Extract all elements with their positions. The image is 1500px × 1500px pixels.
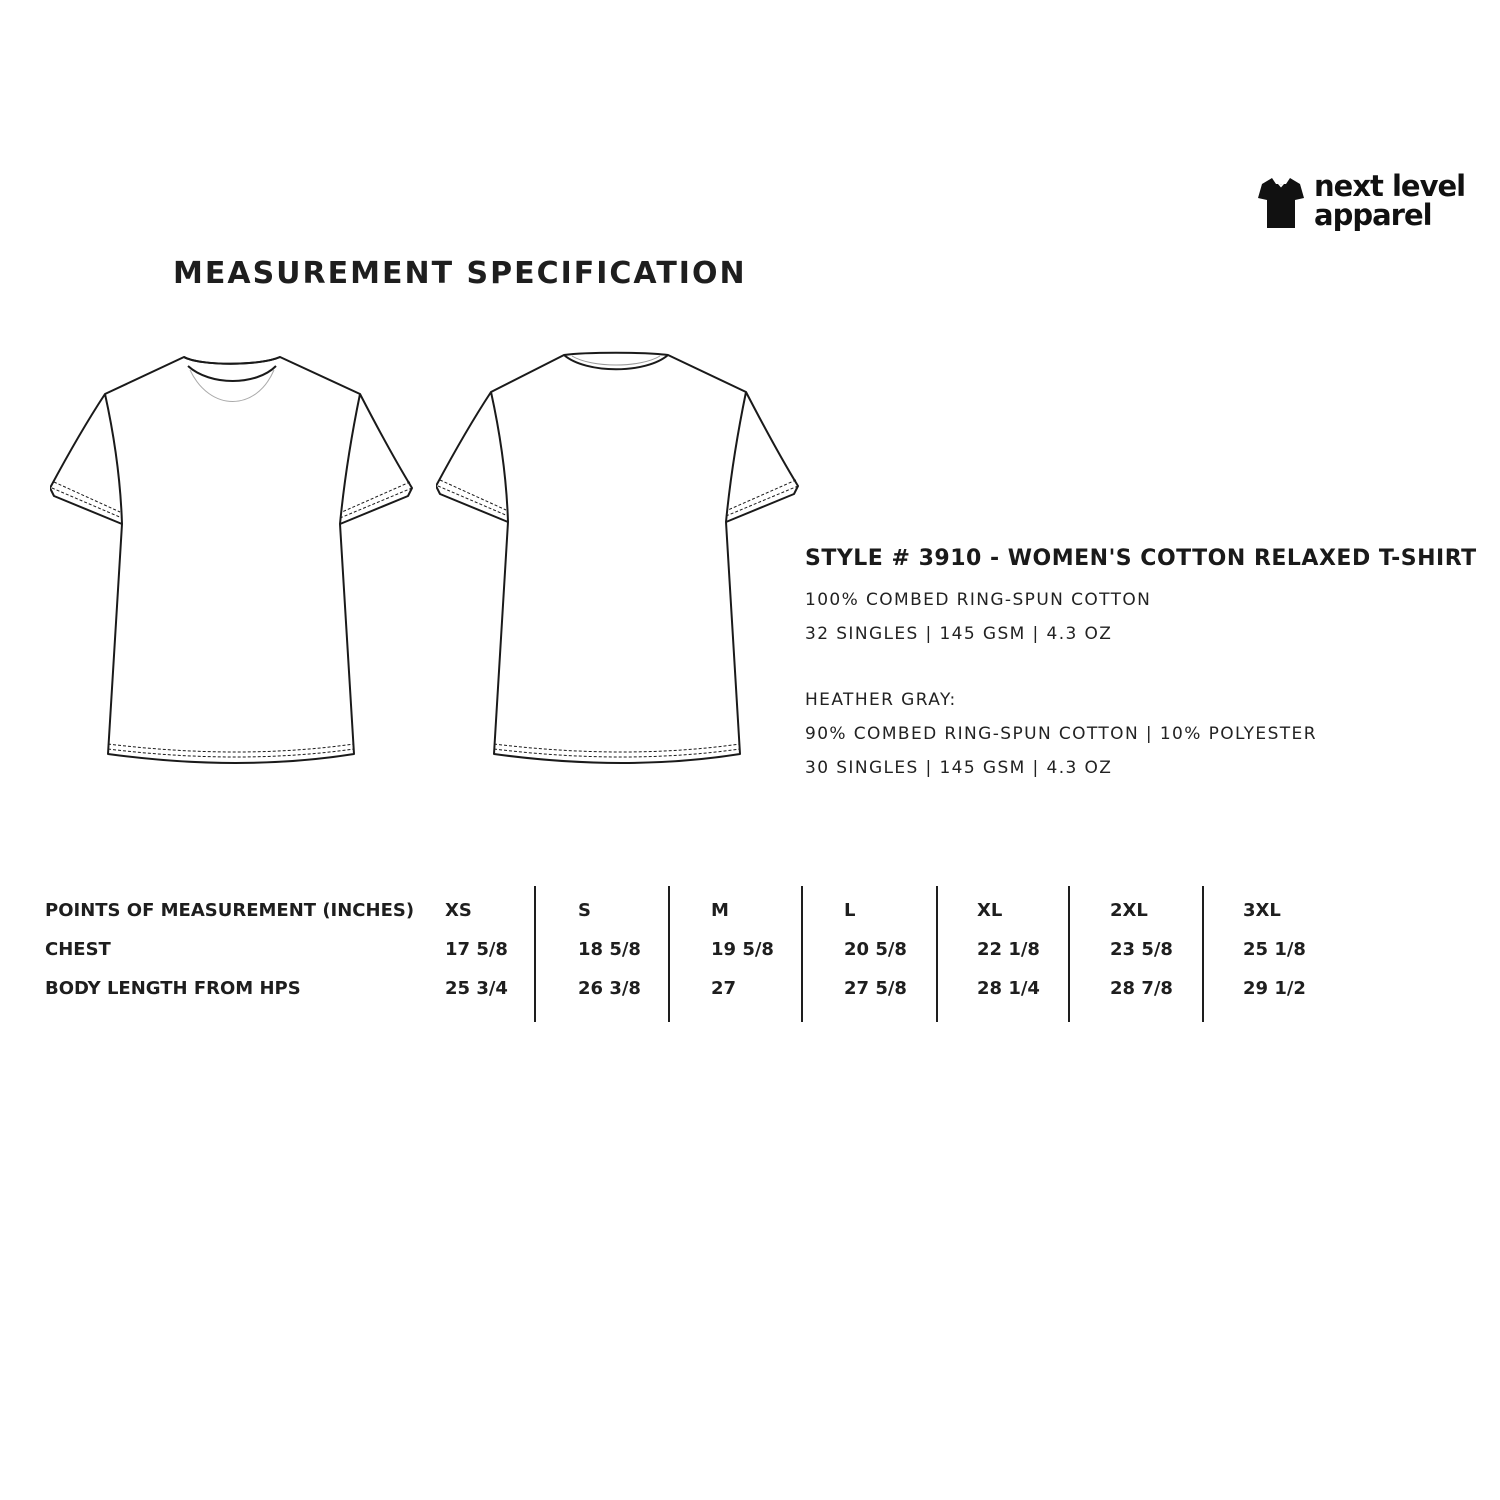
table-cell: 18 5/8 xyxy=(578,939,641,960)
table-cell: 26 3/8 xyxy=(578,978,641,999)
heather-composition: 90% COMBED RING-SPUN COTTON | 10% POLYESTER xyxy=(805,724,1317,744)
brand-line-2: apparel xyxy=(1314,198,1432,232)
size-header: 3XL xyxy=(1243,900,1281,921)
tshirt-icon xyxy=(1258,176,1304,230)
column-divider xyxy=(1202,886,1204,1022)
heather-label: HEATHER GRAY: xyxy=(805,690,957,710)
size-header: L xyxy=(844,900,856,921)
table-cell: 23 5/8 xyxy=(1110,939,1173,960)
tshirt-front-drawing xyxy=(50,352,416,774)
table-cell: 20 5/8 xyxy=(844,939,907,960)
table-cell: 25 3/4 xyxy=(445,978,508,999)
column-divider xyxy=(534,886,536,1022)
row-label-body-length: BODY LENGTH FROM HPS xyxy=(45,978,301,999)
column-divider xyxy=(936,886,938,1022)
tshirt-back-drawing xyxy=(436,350,802,774)
column-divider xyxy=(1068,886,1070,1022)
brand-logo xyxy=(1258,169,1473,234)
column-divider xyxy=(801,886,803,1022)
style-title: STYLE # 3910 - WOMEN'S COTTON RELAXED T-SHIRT xyxy=(805,546,1477,571)
size-header: XS xyxy=(445,900,472,921)
size-header: S xyxy=(578,900,591,921)
brand-name xyxy=(1314,169,1466,232)
row-label-chest: CHEST xyxy=(45,939,111,960)
product-info xyxy=(805,546,1485,785)
fabric-composition: 100% COMBED RING-SPUN COTTON xyxy=(805,590,1152,610)
table-cell: 28 1/4 xyxy=(977,978,1040,999)
table-cell: 19 5/8 xyxy=(711,939,774,960)
size-header: XL xyxy=(977,900,1003,921)
table-header-label: POINTS OF MEASUREMENT (INCHES) xyxy=(45,900,415,921)
size-header: 2XL xyxy=(1110,900,1148,921)
size-header: M xyxy=(711,900,729,921)
table-cell: 28 7/8 xyxy=(1110,978,1173,999)
table-cell: 27 5/8 xyxy=(844,978,907,999)
table-cell: 25 1/8 xyxy=(1243,939,1306,960)
brand-line-1: next level xyxy=(1314,169,1466,203)
table-cell: 29 1/2 xyxy=(1243,978,1306,999)
fabric-specs: 32 SINGLES | 145 GSM | 4.3 OZ xyxy=(805,624,1113,644)
table-cell: 22 1/8 xyxy=(977,939,1040,960)
table-cell: 27 xyxy=(711,978,737,999)
table-cell: 17 5/8 xyxy=(445,939,508,960)
column-divider xyxy=(668,886,670,1022)
page-title: MEASUREMENT SPECIFICATION xyxy=(173,256,747,291)
measurement-table xyxy=(45,886,1445,1022)
heather-specs: 30 SINGLES | 145 GSM | 4.3 OZ xyxy=(805,758,1113,778)
